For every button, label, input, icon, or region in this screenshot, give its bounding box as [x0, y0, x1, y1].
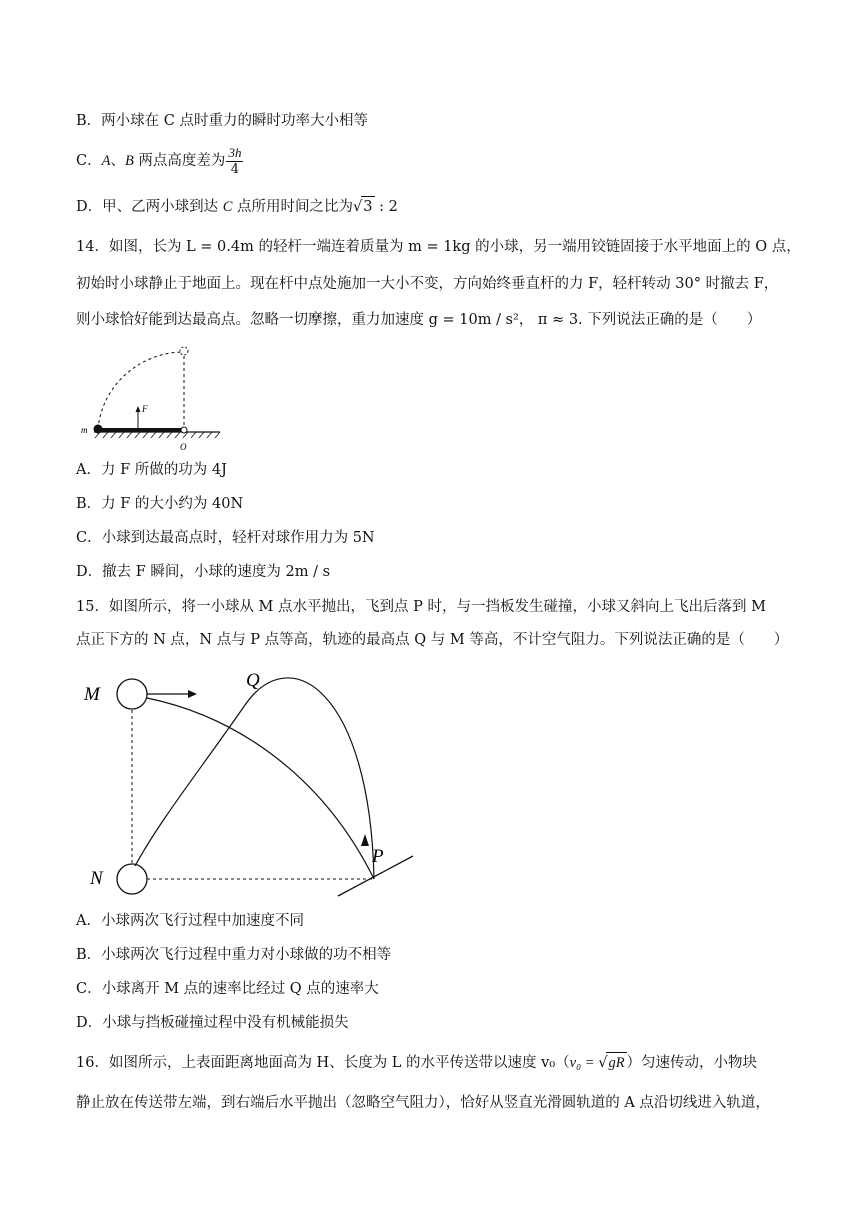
- q15-stem-line1: 15．如图所示，将一小球从 M 点水平抛出，飞到点 P 时，与一挡板发生碰撞，小球又斜向上飞出后落到 M: [76, 599, 766, 615]
- q14-option-d: D．撤去 F 瞬间，小球的速度为 2m / s: [76, 564, 331, 580]
- label-o: O: [180, 442, 187, 452]
- q15-stem-line2: 点正下方的 N 点，N 点与 P 点等高，轨迹的最高点 Q 与 M 等高，不计空气阻力。下列说法正确的是（ ）: [76, 632, 789, 648]
- q16-stem-line2: 静止放在传送带左端，到右端后水平抛出（忽略空气阻力），恰好从竖直光滑圆轨道的 A 点沿切线进入轨道，: [76, 1095, 770, 1111]
- ball-at-m: [117, 679, 147, 709]
- q15-figure: [80, 660, 420, 900]
- force-arrow-icon: [136, 406, 141, 412]
- q14-stem-line3: 则小球恰好能到达最高点。忽略一切摩擦，重力加速度 g = 10m / s²， π ≈ 3. 下列说法正确的是（ ）: [76, 312, 762, 328]
- label-m: m: [81, 425, 88, 435]
- ball-top-dashed: [180, 347, 188, 355]
- q14-option-b: B．力 F 的大小约为 40N: [76, 496, 244, 512]
- fraction-3h-over-4: $\frac{3h}{4}$: [228, 145, 242, 177]
- q15-option-c: C．小球离开 M 点的速率比经过 Q 点的速率大: [76, 981, 379, 997]
- light-rod: [98, 428, 184, 432]
- q15-option-d: D．小球与挡板碰撞过程中没有机械能损失: [76, 1015, 349, 1031]
- trajectory-m-to-p: [147, 698, 374, 879]
- q13-option-d: D．甲、乙两小球到达 C 点所用时间之比为√3 : 2: [76, 196, 398, 217]
- q14-stem-line2: 初始时小球静止于地面上。现在杆中点处施加一大小不变，方向始终垂直杆的力 F，轻杆转动 30° 时撤去 F，: [76, 276, 779, 292]
- q15-option-a: A．小球两次飞行过程中加速度不同: [76, 913, 304, 929]
- trajectory-p-q-n: [135, 678, 374, 879]
- q14-option-c: C．小球到达最高点时，轻杆对球作用力为 5N: [76, 530, 375, 546]
- dashed-arc: [98, 352, 184, 429]
- q13-option-c: C．A、B 两点高度差为 $\frac{3h}{4}$: [76, 145, 242, 177]
- ball-at-n: [117, 864, 147, 894]
- q15-option-b: B．小球两次飞行过程中重力对小球做的功不相等: [76, 947, 392, 963]
- label-m: M: [84, 684, 100, 705]
- q14-figure: [80, 340, 230, 455]
- label-n: N: [90, 868, 103, 889]
- label-q: Q: [246, 670, 260, 691]
- q16-stem-line1: 16．如图所示，上表面距离地面高为 H、长度为 L 的水平传送带以速度 v₀（v₀ = √gR ）匀速传动，小物块: [76, 1052, 757, 1073]
- label-f: F: [142, 404, 148, 414]
- label-p: P: [372, 846, 384, 867]
- q14-stem-line1: 14．如图，长为 L = 0.4m 的轻杆一端连着质量为 m = 1kg 的小球，另一端用铰链固接于水平地面上的 O 点，: [76, 239, 801, 255]
- q14-option-a: A．力 F 所做的功为 4J: [76, 462, 227, 478]
- pivot-o: [181, 427, 187, 433]
- bounce-arrow-icon: [361, 834, 369, 846]
- velocity-arrow-icon: [188, 690, 197, 698]
- q13-option-b: B．两小球在 C 点时重力的瞬时功率大小相等: [76, 113, 368, 129]
